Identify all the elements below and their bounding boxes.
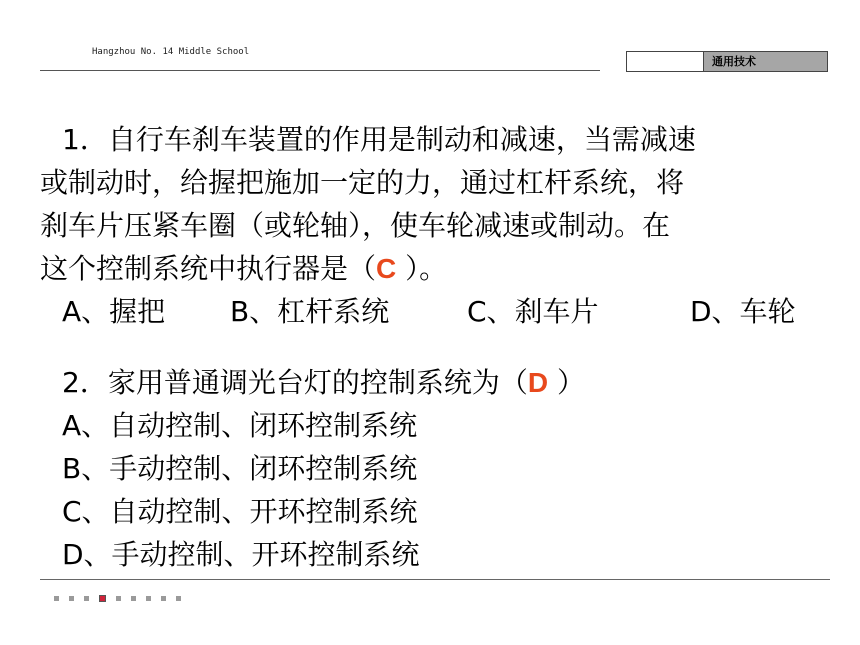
- progress-dot: [131, 596, 136, 601]
- progress-dot: [146, 596, 151, 601]
- q1-option-b: B、杠杆系统: [230, 295, 390, 328]
- q1-line-2: 或制动时，给握把施加一定的力，通过杠杆系统，将: [40, 166, 685, 199]
- q1-stem-end: 这个控制系统中执行器是（: [40, 252, 377, 285]
- q1-option-d: D、车轮: [690, 295, 796, 328]
- content: [40, 118, 830, 576]
- q2-option-b: B、手动控制、闭环控制系统: [62, 452, 418, 485]
- progress-dot: [69, 596, 74, 601]
- progress-dot-active: [99, 595, 106, 602]
- footer-divider: [40, 579, 830, 580]
- q1-line-3: 刹车片压紧车圈（或轮轴），使车轮减速或制动。在: [40, 209, 671, 242]
- q2-stem-text: 2．家用普通调光台灯的控制系统为（: [62, 366, 528, 399]
- q2-option-d: D、手动控制、开环控制系统: [62, 538, 420, 571]
- progress-dot: [161, 596, 166, 601]
- subject-label: 通用技术: [703, 52, 827, 71]
- q1-line-1: 1．自行车刹车装置的作用是制动和减速，当需减速: [62, 123, 696, 156]
- q1-options: [40, 290, 830, 333]
- q2-option-c: C、自动控制、开环控制系统: [62, 495, 418, 528]
- subject-box: [626, 51, 828, 72]
- q1-stem-close: ）。: [396, 252, 448, 285]
- q1-option-a: A、握把: [62, 295, 166, 328]
- q1-answer: C: [376, 253, 397, 284]
- progress-dot: [54, 596, 59, 601]
- q2-answer: D: [527, 367, 549, 398]
- question-spacer: [40, 333, 830, 361]
- header-divider: [40, 70, 600, 71]
- q2-stem-close: ）: [548, 366, 585, 399]
- progress-dot: [176, 596, 181, 601]
- school-name: Hangzhou No. 14 Middle School: [92, 47, 250, 57]
- subject-box-blank: [627, 52, 703, 71]
- slide-progress-dots: [54, 596, 181, 602]
- q1-line-4: [40, 247, 830, 290]
- progress-dot: [116, 596, 121, 601]
- progress-dot: [84, 596, 89, 601]
- q1-option-c: C、刹车片: [467, 295, 599, 328]
- q2-option-a: A、自动控制、闭环控制系统: [62, 409, 418, 442]
- q2-stem: [40, 361, 830, 404]
